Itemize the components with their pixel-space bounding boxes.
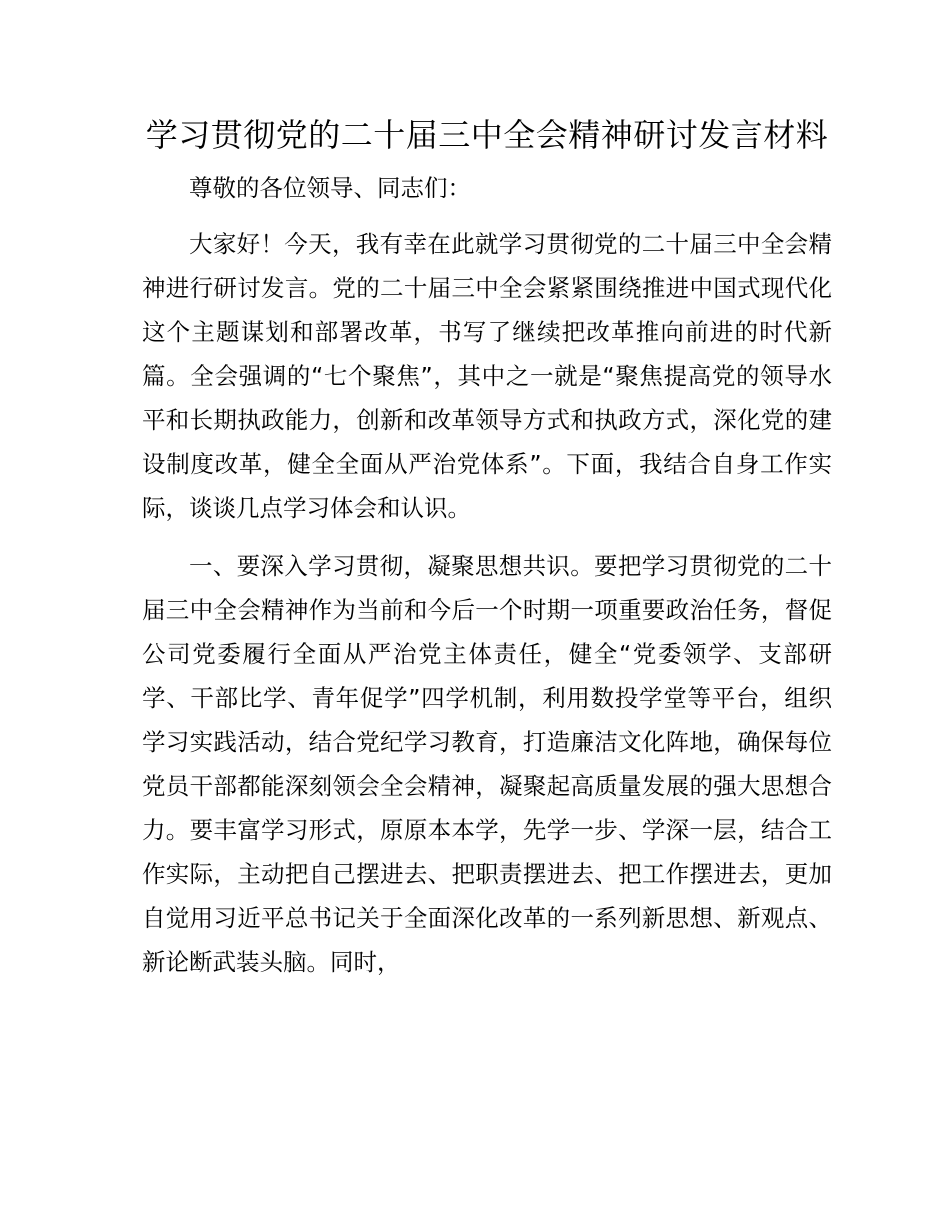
paragraph-intro: 大家好！今天，我有幸在此就学习贯彻党的二十届三中全会精神进行研讨发言。党的二十届三中全会紧紧围绕推进中国式现代化这个主题谋划和部署改革，书写了继续把改革推向前进的时代新篇。全会强调的“七个聚焦”，其中之一就是“聚焦提高党的领导水平和长期执政能力，创新和改革领导方式和执政方式，深化党的建设制度改革，健全全面从严治党体系”。下面，我结合自身工作实际，谈谈几点学习体会和认识。 — [142, 230, 832, 522]
document-title: 学习贯彻党的二十届三中全会精神研讨发言材料 — [145, 116, 829, 154]
greeting: 尊敬的各位领导、同志们： — [189, 174, 471, 202]
paragraph-section-one: 一、要深入学习贯彻，凝聚思想共识。要把学习贯彻党的二十届三中全会精神作为当前和今后一个时期一项重要政治任务，督促公司党委履行全面从严治党主体责任，健全“党委领学、支部研学、干部比学、青年促学”四学机制，利用数投学堂等平台，组织学习实践活动，结合党纪学习教育，打造廉洁文化阵地，确保每位党员干部都能深刻领会全会精神，凝聚起高质量发展的强大思想合力。要丰富学习形式，原原本本学，先学一步、学深一层，结合工作实际，主动把自己摆进去、把职责摆进去、把工作摆进去，更加自觉用习近平总书记关于全面深化改革的一系列新思想、新观点、新论断武装头脑。同时， — [142, 552, 832, 976]
document-page — [142, 112, 832, 984]
